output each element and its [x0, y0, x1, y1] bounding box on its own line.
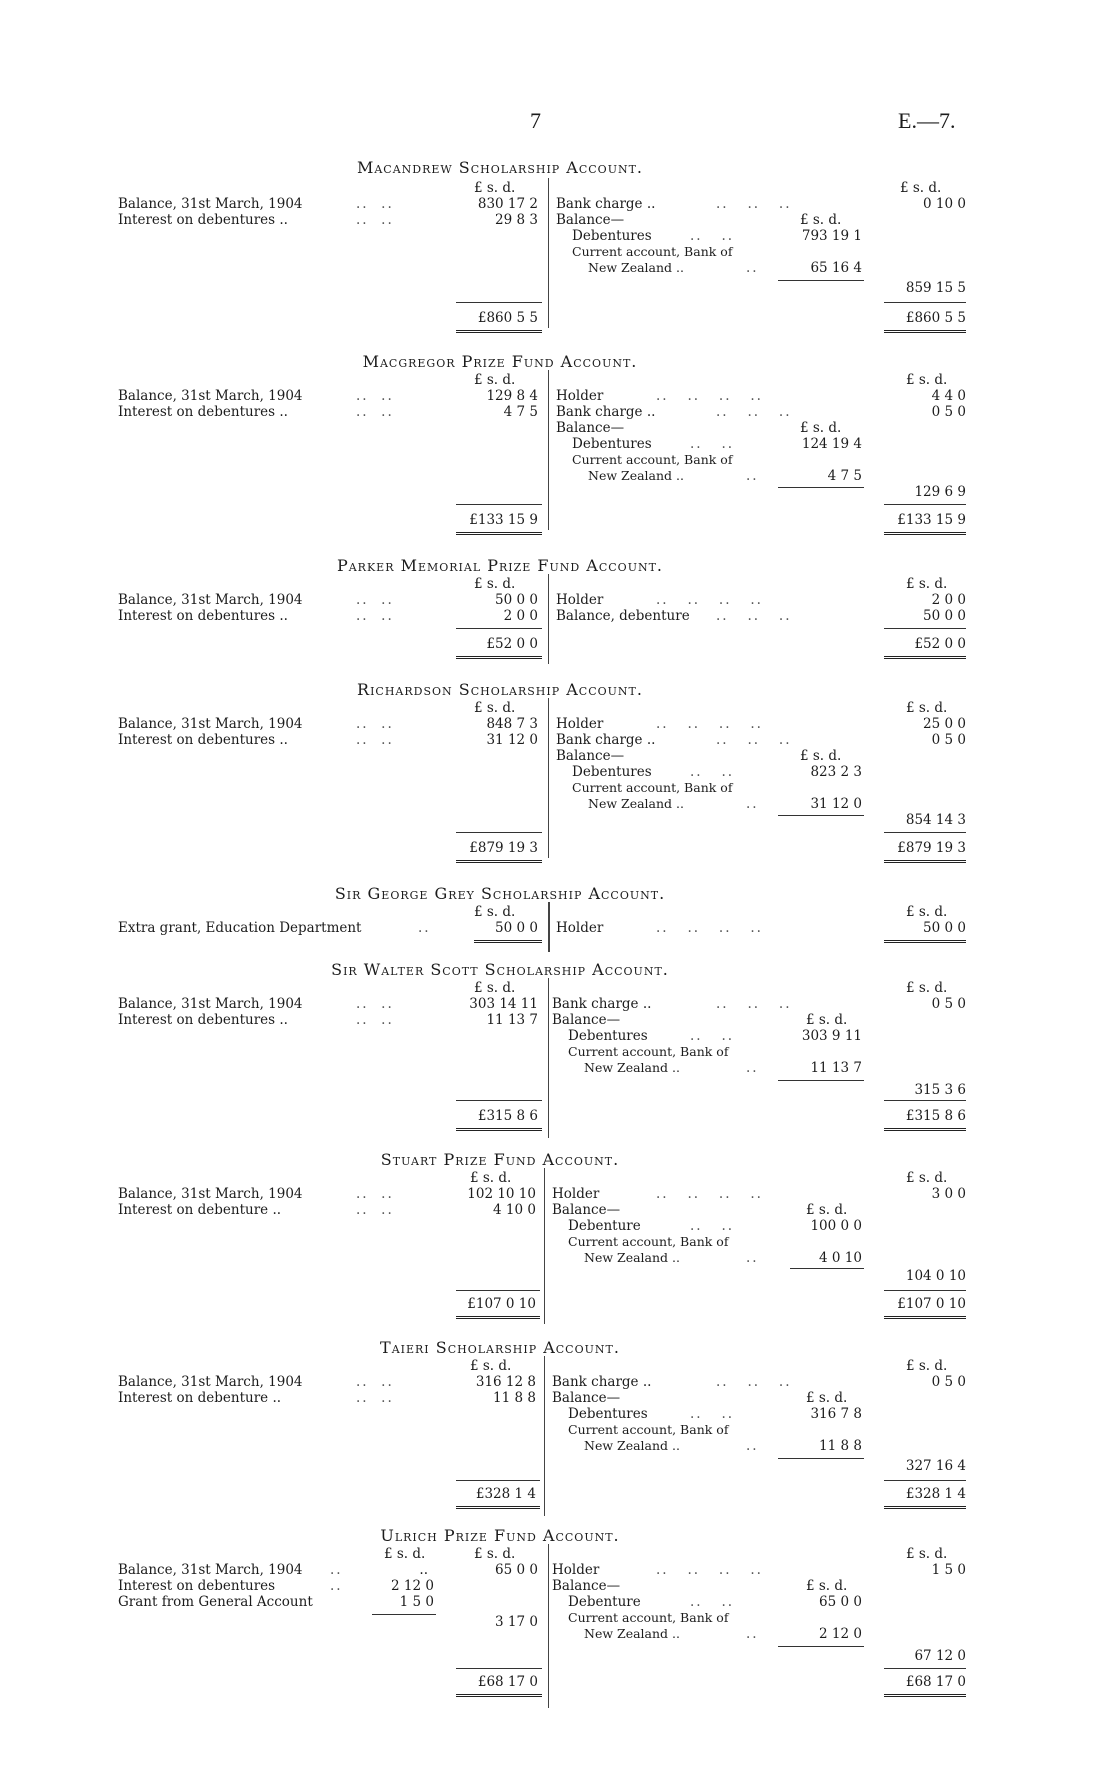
- right-item-amount: 0 10 0: [923, 196, 966, 212]
- current-account-label: New Zealand ..: [588, 260, 684, 275]
- debentures-amount: 823 2 3: [810, 764, 862, 780]
- account-title: Sir Walter Scott Scholarship Account.: [331, 960, 669, 979]
- debentures-label: Debentures: [572, 228, 652, 244]
- balance-label: Balance—: [552, 1390, 621, 1406]
- debentures-amount: 303 9 11: [801, 1028, 862, 1044]
- units-header: £ s. d.: [906, 1546, 948, 1562]
- account-sir-walter-scott: Sir Walter Scott Scholarship Account. £ s. d. £ s. d. Balance, 31st March, 1904 .. .. 303 14 11 Interest on debentures .. .. .. 11 13 7 Bank charge .. .. .. .. 0 5 0 Balance— £ s. d. Debentures .. .. 303 9 11 Current account, Bank of New Zealand .. .. 11 13 7 315 3 6 £315 8 6 £315 8 6: [0, 960, 1114, 1140]
- left-total: £133 15 9: [469, 512, 538, 528]
- current-account-amount: 31 12 0: [810, 796, 862, 812]
- right-item-label: Holder: [552, 1562, 600, 1578]
- current-account-amount: 4 7 5: [827, 468, 862, 484]
- account-title: Parker Memorial Prize Fund Account.: [336, 556, 664, 575]
- right-item-amount: 4 4 0: [931, 388, 966, 404]
- right-item-label: Bank charge ..: [556, 404, 656, 420]
- balance-label: Balance—: [552, 1202, 621, 1218]
- units-header: £ s. d.: [384, 1546, 426, 1562]
- left-item-amount: 4 10 0: [493, 1202, 536, 1218]
- units-header: £ s. d.: [906, 700, 948, 716]
- current-account-label: New Zealand ..: [584, 1250, 680, 1265]
- right-item-label: Balance, debenture: [556, 608, 690, 624]
- left-item-label: Interest on debentures ..: [118, 608, 288, 624]
- balance-label: Balance—: [556, 212, 625, 228]
- left-item-label: Balance, 31st March, 1904: [118, 1186, 303, 1202]
- left-item-amount: 129 8 4: [486, 388, 538, 404]
- units-header: £ s. d.: [474, 700, 516, 716]
- units-header: £ s. d.: [470, 1170, 512, 1186]
- right-item-label: Bank charge ..: [556, 732, 656, 748]
- right-total: £68 17 0: [905, 1674, 966, 1690]
- debentures-label: Debenture: [568, 1218, 641, 1234]
- current-account-label: New Zealand ..: [584, 1060, 680, 1075]
- right-item-label: Holder: [552, 1186, 600, 1202]
- units-header: £ s. d.: [474, 576, 516, 592]
- left-item-label: Interest on debentures ..: [118, 212, 288, 228]
- left-item-label: Balance, 31st March, 1904: [118, 1374, 303, 1390]
- units-header: £ s. d.: [474, 372, 516, 388]
- debentures-amount: 65 0 0: [819, 1594, 862, 1610]
- debentures-label: Debentures: [568, 1406, 648, 1422]
- account-stuart: Stuart Prize Fund Account. £ s. d. £ s. d. Balance, 31st March, 1904 .. .. 102 10 10 Interest on debenture .. .. .. 4 10 0 Holder .. .. .. .. 3 0 0 Balance— £ s. d. Debenture .. .. 100 0 0 Current account, Bank of New Zealand .. .. 4 0 10 104 0 10 £107 0 10 £107 0 10: [0, 1150, 1114, 1326]
- right-total: £860 5 5: [905, 310, 966, 326]
- current-account-amount: 11 13 7: [810, 1060, 862, 1076]
- current-account-label: New Zealand ..: [584, 1626, 680, 1641]
- right-total: £328 1 4: [905, 1486, 966, 1502]
- left-item-label: Interest on debenture ..: [118, 1202, 282, 1218]
- right-item-label: Bank charge ..: [552, 996, 652, 1012]
- debentures-amount: 100 0 0: [810, 1218, 862, 1234]
- left-item-subamount: 2 12 0: [391, 1578, 434, 1594]
- units-header: £ s. d.: [806, 1578, 848, 1594]
- debentures-amount: 316 7 8: [810, 1406, 862, 1422]
- units-header: £ s. d.: [470, 1358, 512, 1374]
- right-item-amount: 50 0 0: [923, 608, 966, 624]
- debentures-label: Debentures: [572, 436, 652, 452]
- balance-total: 854 14 3: [905, 812, 966, 828]
- left-item-subamount: ..: [419, 1562, 428, 1578]
- left-item-amount: 4 7 5: [503, 404, 538, 420]
- left-total: £860 5 5: [477, 310, 538, 326]
- account-sir-george-grey: Sir George Grey Scholarship Account. £ s. d. £ s. d. Extra grant, Education Department .. 50 0 0 Holder .. .. .. .. 50 0 0: [0, 884, 1114, 952]
- current-account-label: Current account, Bank of: [572, 452, 733, 467]
- balance-total: 67 12 0: [914, 1648, 966, 1664]
- right-total: £52 0 0: [914, 636, 966, 652]
- current-account-amount: 4 0 10: [819, 1250, 862, 1266]
- balance-label: Balance—: [556, 748, 625, 764]
- account-title: Taieri Scholarship Account.: [380, 1338, 620, 1357]
- units-header: £ s. d.: [474, 1546, 516, 1562]
- balance-total: 327 16 4: [905, 1458, 966, 1474]
- account-macgregor: Macgregor Prize Fund Account. £ s. d. £ s. d. Balance, 31st March, 1904 .. .. 129 8 4 Interest on debentures .. .. .. 4 7 5 Holder .. .. .. .. 4 4 0 Bank charge .. .. .. .. 0 5 0 Balance— £ s. d. Debentures .. .. 124 19 4 Current account, Bank of New Zealand .. .. 4 7 5 129 6 9 £133 15 9 £133 15 9: [0, 352, 1114, 532]
- current-account-label: Current account, Bank of: [568, 1422, 729, 1437]
- left-item-label: Interest on debentures ..: [118, 1012, 288, 1028]
- debentures-label: Debentures: [568, 1028, 648, 1044]
- right-item-amount: 0 5 0: [931, 1374, 966, 1390]
- left-total: £68 17 0: [477, 1674, 538, 1690]
- current-account-label: Current account, Bank of: [568, 1044, 729, 1059]
- left-total: £52 0 0: [486, 636, 538, 652]
- account-title: Richardson Scholarship Account.: [357, 680, 643, 699]
- left-item-subamount: 1 5 0: [399, 1594, 434, 1610]
- right-item-amount: 0 5 0: [931, 404, 966, 420]
- account-title: Macgregor Prize Fund Account.: [362, 352, 638, 371]
- left-item-label: Balance, 31st March, 1904: [118, 592, 303, 608]
- left-item-label: Balance, 31st March, 1904: [118, 716, 303, 732]
- balance-label: Balance—: [552, 1012, 621, 1028]
- balance-total: 859 15 5: [905, 280, 966, 296]
- left-item-amount: 31 12 0: [486, 732, 538, 748]
- right-total: £315 8 6: [905, 1108, 966, 1124]
- current-account-label: Current account, Bank of: [572, 244, 733, 259]
- right-item-amount: 0 5 0: [931, 732, 966, 748]
- right-item-label: Holder: [556, 388, 604, 404]
- right-item-label: Holder: [556, 920, 604, 936]
- left-item-amount: 29 8 3: [495, 212, 538, 228]
- debentures-label: Debentures: [572, 764, 652, 780]
- left-item-amount: 830 17 2: [477, 196, 538, 212]
- left-item-label: Balance, 31st March, 1904: [118, 1562, 303, 1578]
- balance-total: 104 0 10: [905, 1268, 966, 1284]
- left-item-amount: 11 8 8: [493, 1390, 536, 1406]
- right-item-label: Holder: [556, 592, 604, 608]
- left-item-label: Interest on debenture ..: [118, 1390, 282, 1406]
- right-item-label: Holder: [556, 716, 604, 732]
- current-account-label: Current account, Bank of: [568, 1234, 729, 1249]
- units-header: £ s. d.: [906, 1170, 948, 1186]
- page-number: 7: [530, 108, 541, 133]
- account-macandrew: Macandrew Scholarship Account. £ s. d. £ s. d. Balance, 31st March, 1904 .. .. 830 17 2 Interest on debentures .. .. .. 29 8 3 Bank charge .. .. .. .. 0 10 0 Balance— £ s. d. Debentures .. .. 793 19 1 Current account, Bank of New Zealand .. .. 65 16 4 859 15 5 £860 5 5 £860 5 5: [0, 158, 1114, 333]
- left-total: £107 0 10: [467, 1296, 536, 1312]
- left-item-amount: 50 0 0: [495, 920, 538, 936]
- units-header: £ s. d.: [906, 904, 948, 920]
- account-title: Sir George Grey Scholarship Account.: [334, 884, 666, 903]
- units-header: £ s. d.: [800, 748, 842, 764]
- right-item-amount: 50 0 0: [923, 920, 966, 936]
- units-header: £ s. d.: [800, 420, 842, 436]
- current-account-amount: 65 16 4: [810, 260, 862, 276]
- balance-total: 129 6 9: [914, 484, 966, 500]
- account-title: Macandrew Scholarship Account.: [356, 158, 644, 177]
- right-total: £879 19 3: [897, 840, 966, 856]
- debentures-amount: 124 19 4: [801, 436, 862, 452]
- debentures-amount: 793 19 1: [801, 228, 862, 244]
- account-title: Stuart Prize Fund Account.: [380, 1150, 620, 1169]
- account-richardson: Richardson Scholarship Account. £ s. d. £ s. d. Balance, 31st March, 1904 .. .. 848 7 3 Interest on debentures .. .. .. 31 12 0 Holder .. .. .. .. 25 0 0 Bank charge .. .. .. .. 0 5 0 Balance— £ s. d. Debentures .. .. 823 2 3 Current account, Bank of New Zealand .. .. 31 12 0 854 14 3 £879 19 3 £879 19 3: [0, 680, 1114, 860]
- left-item-label: Balance, 31st March, 1904: [118, 388, 303, 404]
- right-item-amount: 0 5 0: [931, 996, 966, 1012]
- right-item-amount: 1 5 0: [931, 1562, 966, 1578]
- units-header: £ s. d.: [474, 180, 516, 196]
- right-total: £133 15 9: [897, 512, 966, 528]
- left-total: £328 1 4: [475, 1486, 536, 1502]
- current-account-amount: 2 12 0: [819, 1626, 862, 1642]
- account-title: Ulrich Prize Fund Account.: [380, 1526, 620, 1545]
- units-header: £ s. d.: [806, 1202, 848, 1218]
- right-item-label: Bank charge ..: [552, 1374, 652, 1390]
- debentures-label: Debenture: [568, 1594, 641, 1610]
- units-header: £ s. d.: [906, 980, 948, 996]
- right-total: £107 0 10: [897, 1296, 966, 1312]
- right-item-label: Bank charge ..: [556, 196, 656, 212]
- left-item-label: Balance, 31st March, 1904: [118, 996, 303, 1012]
- left-item-amount: 50 0 0: [495, 592, 538, 608]
- left-item-amount: 2 0 0: [503, 608, 538, 624]
- page-reference: E.—7.: [898, 108, 956, 133]
- left-item-label: Interest on debentures ..: [118, 732, 288, 748]
- left-item-amount: 11 13 7: [486, 1012, 538, 1028]
- current-account-label: New Zealand ..: [584, 1438, 680, 1453]
- current-account-label: Current account, Bank of: [568, 1610, 729, 1625]
- left-total: £315 8 6: [477, 1108, 538, 1124]
- balance-label: Balance—: [556, 420, 625, 436]
- right-item-amount: 3 0 0: [931, 1186, 966, 1202]
- units-header: £ s. d.: [474, 980, 516, 996]
- left-item-label: Interest on debentures: [118, 1578, 276, 1594]
- left-item-label: Grant from General Account: [118, 1594, 313, 1610]
- right-item-amount: 25 0 0: [923, 716, 966, 732]
- left-item-label: Interest on debentures ..: [118, 404, 288, 420]
- units-header: £ s. d.: [906, 576, 948, 592]
- balance-total: 315 3 6: [914, 1082, 966, 1098]
- left-item-amount: 303 14 11: [469, 996, 538, 1012]
- units-header: £ s. d.: [806, 1012, 848, 1028]
- units-header: £ s. d.: [474, 904, 516, 920]
- units-header: £ s. d.: [800, 212, 842, 228]
- account-parker-memorial: Parker Memorial Prize Fund Account. £ s. d. £ s. d. Balance, 31st March, 1904 .. .. 50 0 0 Interest on debentures .. .. .. 2 0 0 Holder .. .. .. .. 2 0 0 Balance, debenture .. .. .. 50 0 0 £52 0 0 £52 0 0: [0, 556, 1114, 666]
- left-item-amount: 316 12 8: [475, 1374, 536, 1390]
- current-account-label: Current account, Bank of: [572, 780, 733, 795]
- account-taieri: Taieri Scholarship Account. £ s. d. £ s. d. Balance, 31st March, 1904 .. .. 316 12 8 Interest on debenture .. .. .. 11 8 8 Bank charge .. .. .. .. 0 5 0 Balance— £ s. d. Debentures .. .. 316 7 8 Current account, Bank of New Zealand .. .. 11 8 8 327 16 4 £328 1 4 £328 1 4: [0, 1338, 1114, 1518]
- left-item-amount: 102 10 10: [467, 1186, 536, 1202]
- current-account-label: New Zealand ..: [588, 796, 684, 811]
- left-total: £879 19 3: [469, 840, 538, 856]
- units-header: £ s. d.: [906, 372, 948, 388]
- units-header: £ s. d.: [806, 1390, 848, 1406]
- units-header: £ s. d.: [906, 1358, 948, 1374]
- current-account-label: New Zealand ..: [588, 468, 684, 483]
- right-item-amount: 2 0 0: [931, 592, 966, 608]
- current-account-amount: 11 8 8: [819, 1438, 862, 1454]
- units-header: £ s. d.: [900, 180, 942, 196]
- left-item-label: Extra grant, Education Department: [118, 920, 362, 936]
- balance-label: Balance—: [552, 1578, 621, 1594]
- account-ulrich: Ulrich Prize Fund Account. £ s. d. £ s. d. £ s. d. Balance, 31st March, 1904 .. .. 65 0 0 Interest on debentures .. 2 12 0 Grant from General Account 1 5 0 3 17 0 Holder .. .. .. .. 1 5 0 Balance— £ s. d. Debenture .. .. 65 0 0 Current account, Bank of New Zealand .. .. 2 12 0 67 12 0 £68 17 0 £68 17 0: [0, 1526, 1114, 1716]
- left-item-amount: 848 7 3: [486, 716, 538, 732]
- left-item-label: Balance, 31st March, 1904: [118, 196, 303, 212]
- left-item-amount: 65 0 0: [495, 1562, 538, 1578]
- left-subtotal: 3 17 0: [495, 1614, 538, 1630]
